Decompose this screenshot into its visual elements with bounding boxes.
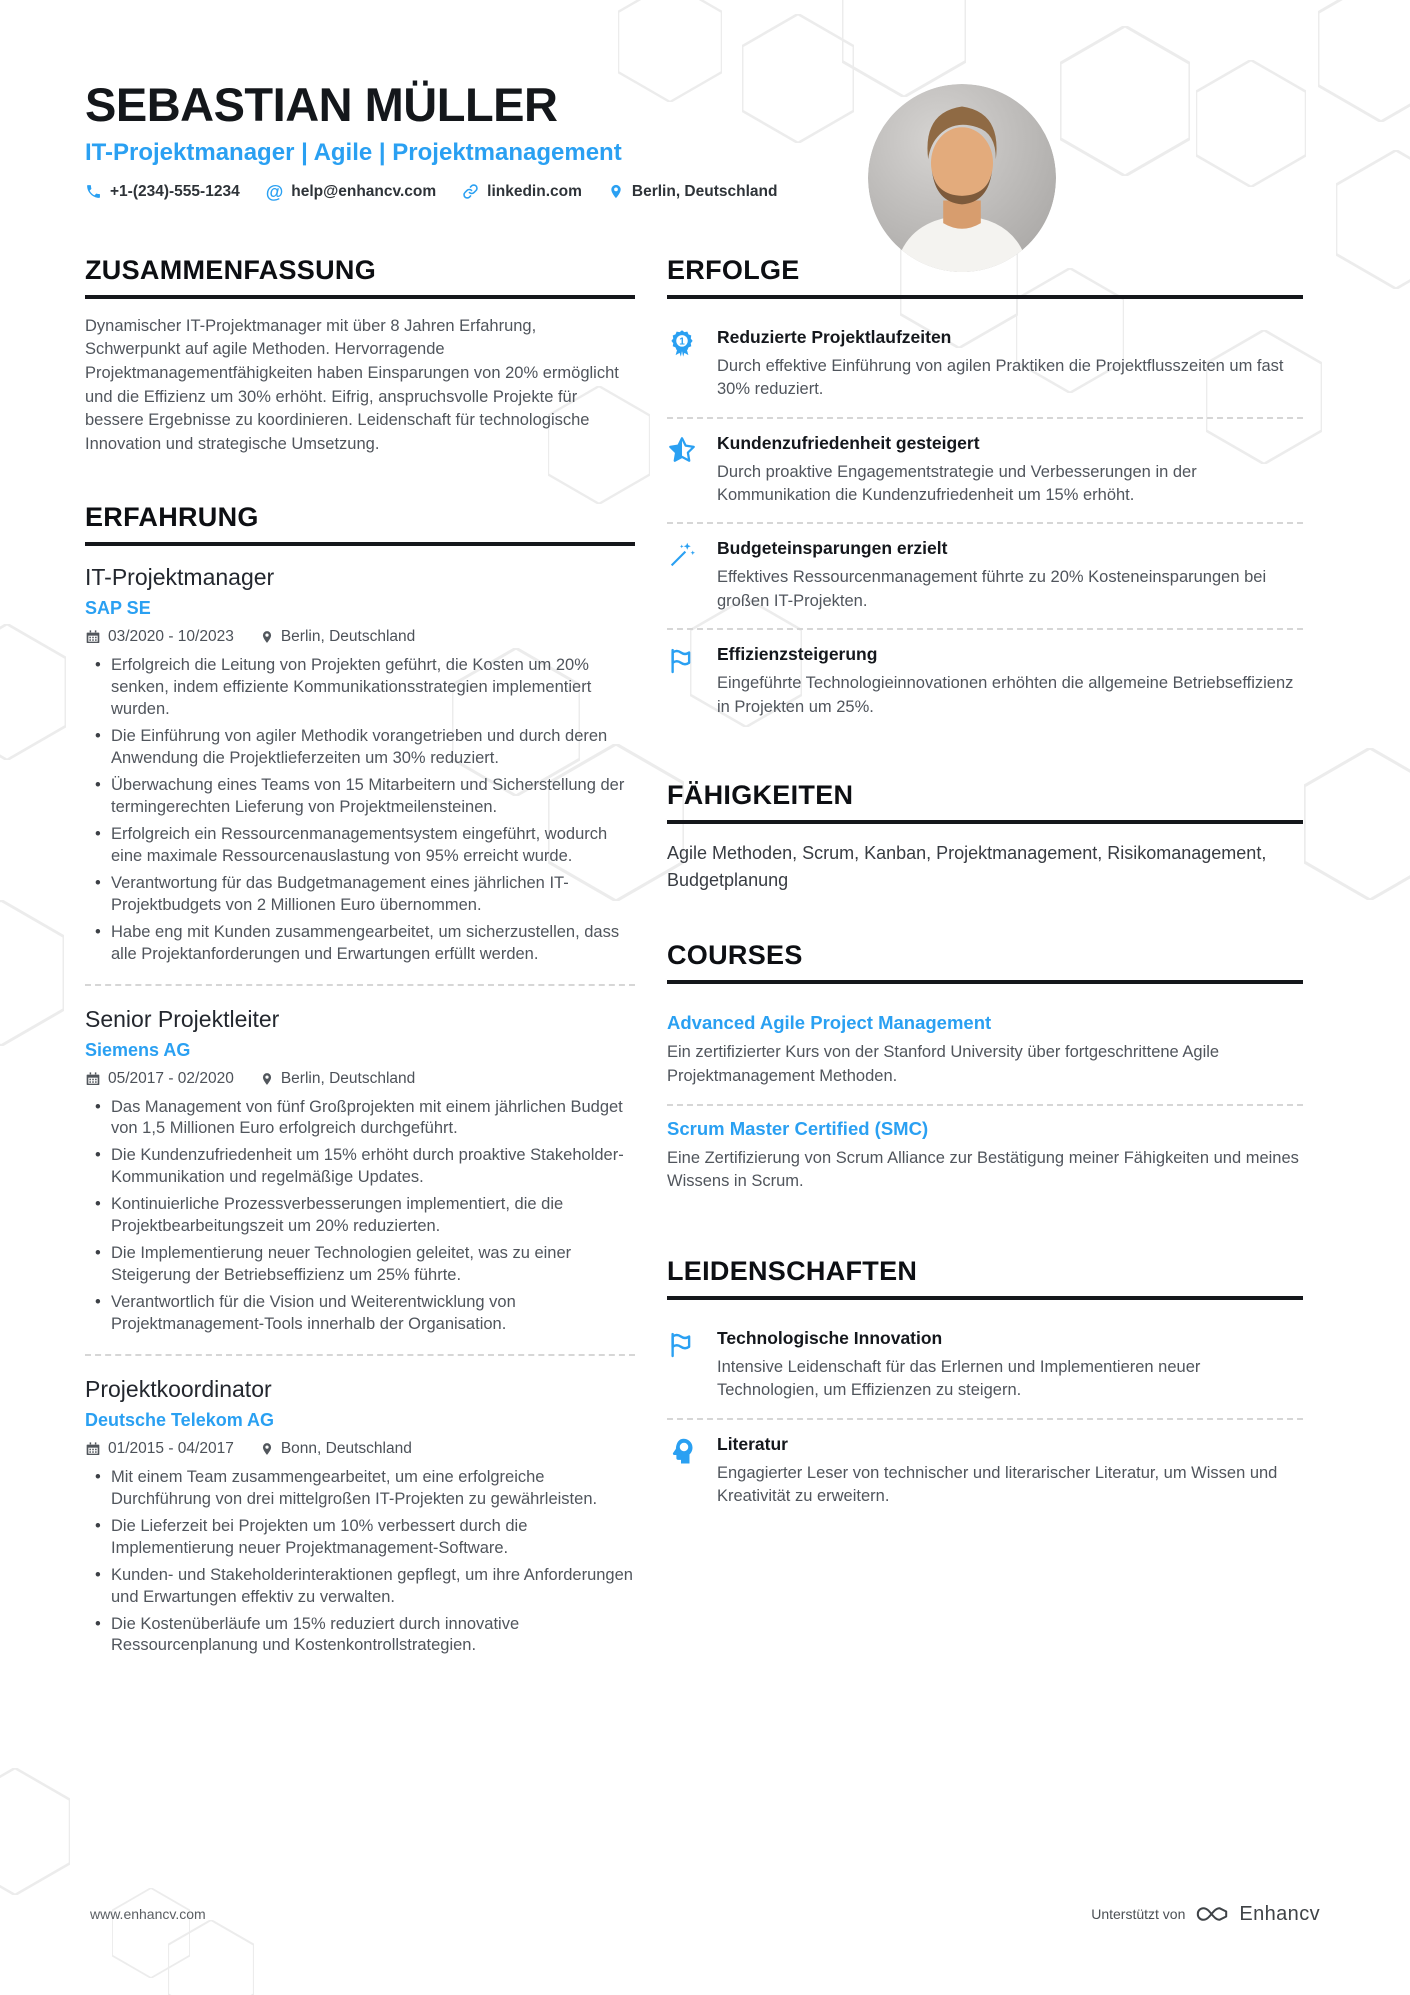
experience-entry (85, 1354, 635, 1658)
achievements-list (667, 313, 1303, 734)
hexagon-decoration (168, 1920, 254, 1995)
job-meta (85, 1440, 635, 1458)
course-title: Advanced Agile Project Management (667, 1012, 992, 1034)
skills-section (667, 780, 1303, 894)
experience-entry (85, 562, 635, 965)
passion-body (717, 1434, 1303, 1509)
summary-heading: ZUSAMMENFASSUNG (85, 255, 635, 299)
job-dates (85, 628, 234, 646)
profile-photo (868, 84, 1056, 272)
job-location-value: Bonn, Deutschland (280, 1439, 412, 1457)
skills-text: Agile Methoden, Scrum, Kanban, Projektmanagement, Risikomanagement, Budgetplanung (667, 843, 1267, 891)
location-pin-icon (260, 629, 274, 645)
achievement-item (667, 522, 1303, 628)
job-title: Senior Projektleiter (85, 1005, 280, 1032)
job-dates (85, 1440, 234, 1458)
left-column (85, 255, 635, 1704)
job-dates-value: 01/2015 - 04/2017 (108, 1439, 234, 1457)
right-column (667, 255, 1303, 1704)
job-bullet: • Kontinuierliche Prozessverbesserungen implementiert, die die Projektbearbeitungszeit um 20% reduzierten. (85, 1194, 635, 1238)
passion-text: Intensive Leidenschaft für das Erlernen und Implementieren neuer Technologien, um Effizienzen zu steigern. (717, 1357, 1201, 1400)
star-icon (667, 433, 701, 508)
link-icon (462, 183, 479, 200)
passions-section (667, 1256, 1303, 1524)
experience-entry (85, 984, 635, 1336)
achievement-body (717, 644, 1303, 719)
course-item (667, 1000, 1303, 1104)
achievement-item (667, 628, 1303, 734)
job-bullet: • Überwachung eines Teams von 15 Mitarbeitern und Sicherstellung der termingerechten Lieferung von Projektmeilensteinen. (85, 775, 635, 819)
location-pin-icon (260, 1071, 274, 1087)
achievement-text: Durch effektive Einführung von agilen Praktiken die Projektflusszeiten um fast 30% reduziert. (717, 356, 1284, 399)
achievement-title: Budgeteinsparungen erzielt (717, 538, 948, 559)
page-footer (90, 1902, 1320, 1926)
calendar-icon (85, 1441, 101, 1457)
footer-brand (1091, 1902, 1320, 1926)
job-dates (85, 1070, 234, 1088)
achievement-text: Durch proaktive Engagementstrategie und Verbesserungen in der Kommunikation die Kundenzufriedenheit um 15% erhöht. (717, 462, 1197, 505)
achievement-text: Eingeführte Technologieinnovationen erhöhten die allgemeine Betriebseffizienz in Projekten um 25%. (717, 674, 1294, 716)
passion-title: Literatur (717, 1433, 788, 1454)
course-title: Scrum Master Certified (SMC) (667, 1117, 929, 1139)
job-bullet: • Erfolgreich die Leitung von Projekten geführt, die Kosten um 20% senken, indem effiziente Kommunikationsstrategien implementiert wurden. (85, 655, 635, 721)
achievement-title: Reduzierte Projektlaufzeiten (717, 326, 952, 347)
achievements-section (667, 255, 1303, 734)
calendar-icon (85, 1071, 101, 1087)
job-location (260, 628, 415, 646)
passion-title: Technologische Innovation (717, 1327, 943, 1348)
book-reader-icon (667, 1434, 701, 1509)
contact-phone-value: +1-(234)-555-1234 (110, 182, 240, 200)
job-title: IT-Projektmanager (85, 564, 275, 591)
job-bullet: • Die Lieferzeit bei Projekten um 10% verbessert durch die Implementierung neuer Projektmanagement-Software. (85, 1516, 635, 1560)
job-bullets (85, 655, 635, 965)
at-icon: @ (265, 181, 284, 202)
contact-linkedin[interactable] (462, 183, 582, 201)
contact-email[interactable] (266, 183, 436, 201)
contact-email-value: help@enhancv.com (291, 182, 437, 200)
job-bullet: • Mit einem Team zusammengearbeitet, um eine erfolgreiche Durchführung von drei mittelgroßen IT-Projekten zu gewährleisten. (85, 1467, 635, 1511)
achievement-title: Kundenzufriedenheit gesteigert (717, 432, 980, 453)
job-bullet: • Die Implementierung neuer Technologien geleitet, was zu einer Steigerung der Betriebseffizienz um 25% führte. (85, 1243, 635, 1287)
resume-body (0, 255, 1410, 1704)
passion-body (717, 1328, 1303, 1403)
passions-list (667, 1314, 1303, 1524)
achievement-item (667, 313, 1303, 417)
courses-section (667, 940, 1303, 1210)
contact-row (85, 183, 1325, 201)
job-bullet: • Verantwortlich für die Vision und Weiterentwicklung von Projektmanagement-Tools innerhalb der Organisation. (85, 1292, 635, 1336)
job-title: Projektkoordinator (85, 1375, 272, 1402)
experience-heading: ERFAHRUNG (85, 502, 635, 546)
location-icon (608, 183, 624, 200)
passion-item (667, 1314, 1303, 1418)
summary-text: Dynamischer IT-Projektmanager mit über 8 Jahren Erfahrung, Schwerpunkt auf agile Methoden. Hervorragende Projektmanagementfähigkeiten haben Einsparungen von 20% ermöglicht und die Effizienz um 30% erhöht. Eifrig, anspruchsvolle Projekte für bessere Ergebnisse zu koordinieren. Leidenschaft für technologische Innovation und strategische Umsetzung. (85, 316, 619, 453)
powered-by-label: Unterstützt von (1091, 1906, 1186, 1922)
medal-icon (667, 327, 701, 402)
achievement-item (667, 417, 1303, 523)
job-company: SAP SE (85, 598, 151, 619)
job-bullet: • Die Kostenüberläufe um 15% reduziert durch innovative Ressourcenplanung und Kostenkontrollstrategien. (85, 1614, 635, 1658)
person-name: SEBASTIAN MÜLLER (85, 78, 558, 131)
courses-heading: COURSES (667, 940, 1303, 984)
job-location (260, 1070, 415, 1088)
achievement-text: Effektives Ressourcenmanagement führte zu 20% Kosteneinsparungen bei großen IT-Projekten. (717, 568, 1267, 610)
contact-location (608, 183, 778, 201)
job-location-value: Berlin, Deutschland (280, 1069, 416, 1087)
flag-icon (667, 1328, 701, 1403)
job-bullet: • Die Einführung von agiler Methodik vorangetrieben und durch deren Anwendung die Projektlieferzeiten um 30% reduziert. (85, 726, 635, 770)
contact-phone[interactable] (85, 183, 240, 201)
job-bullet: • Habe eng mit Kunden zusammengearbeitet, um sicherzustellen, dass alle Projektanforderungen und Erwartungen erfüllt werden. (85, 922, 635, 966)
contact-linkedin-value: linkedin.com (487, 182, 582, 200)
job-dates-value: 05/2017 - 02/2020 (108, 1069, 234, 1087)
achievement-title: Effizienzsteigerung (717, 644, 878, 665)
footer-website-link[interactable]: www.enhancv.com (90, 1906, 206, 1922)
passions-heading: LEIDENSCHAFTEN (667, 1256, 1303, 1300)
phone-icon (85, 183, 102, 200)
job-bullets (85, 1467, 635, 1658)
job-meta (85, 628, 635, 646)
svg-text:1: 1 (679, 336, 685, 348)
enhancv-wordmark: Enhancv (1239, 1902, 1320, 1925)
job-dates-value: 03/2020 - 10/2023 (108, 628, 234, 646)
passion-text: Engagierter Leser von technischer und literarischer Literatur, um Wissen und Kreativität zu erweitern. (717, 1463, 1278, 1506)
achievements-heading: ERFOLGE (667, 255, 1303, 299)
summary-section (85, 255, 635, 457)
achievement-body (717, 433, 1303, 508)
job-location (260, 1440, 412, 1458)
job-company: Deutsche Telekom AG (85, 1409, 275, 1430)
achievement-body (717, 327, 1303, 402)
wand-icon (667, 538, 701, 613)
job-location-value: Berlin, Deutschland (280, 628, 416, 646)
course-text: Eine Zertifizierung von Scrum Alliance zur Bestätigung meiner Fähigkeiten und meines Wissens in Scrum. (667, 1148, 1299, 1191)
experience-section (85, 502, 635, 1657)
course-text: Ein zertifizierter Kurs von der Stanford University über fortgeschrittene Agile Projektmanagement Methoden. (667, 1043, 1220, 1085)
achievement-body (717, 538, 1303, 613)
hexagon-decoration (0, 1768, 70, 1895)
job-bullet: • Verantwortung für das Budgetmanagement eines jährlichen IT-Projektbudgets von 2 Millionen Euro übernommen. (85, 873, 635, 917)
location-pin-icon (260, 1441, 274, 1457)
passion-item (667, 1418, 1303, 1524)
flag-icon (667, 644, 701, 719)
resume-header (0, 0, 1410, 201)
job-bullet: • Erfolgreich ein Ressourcenmanagementsystem eingeführt, wodurch eine maximale Ressourcenauslastung von 95% erreicht wurde. (85, 824, 635, 868)
person-headline: IT-Projektmanager | Agile | Projektmanagement (85, 138, 622, 166)
job-bullet: • Das Management von fünf Großprojekten mit einem jährlichen Budget von 1,5 Millionen Euro erfolgreich durchgeführt. (85, 1097, 635, 1141)
job-bullet: • Die Kundenzufriedenheit um 15% erhöht durch proaktive Stakeholder-Kommunikation und regelmäßige Updates. (85, 1145, 635, 1189)
enhancv-logo-icon (1195, 1902, 1229, 1926)
job-bullet: • Kunden- und Stakeholderinteraktionen gepflegt, um ihre Anforderungen und Erwartungen effektiv zu verwalten. (85, 1565, 635, 1609)
contact-location-value: Berlin, Deutschland (631, 182, 778, 200)
job-company: Siemens AG (85, 1039, 191, 1060)
calendar-icon (85, 629, 101, 645)
job-bullets (85, 1097, 635, 1336)
job-meta (85, 1070, 635, 1088)
skills-heading: FÄHIGKEITEN (667, 780, 1303, 824)
course-item (667, 1104, 1303, 1210)
